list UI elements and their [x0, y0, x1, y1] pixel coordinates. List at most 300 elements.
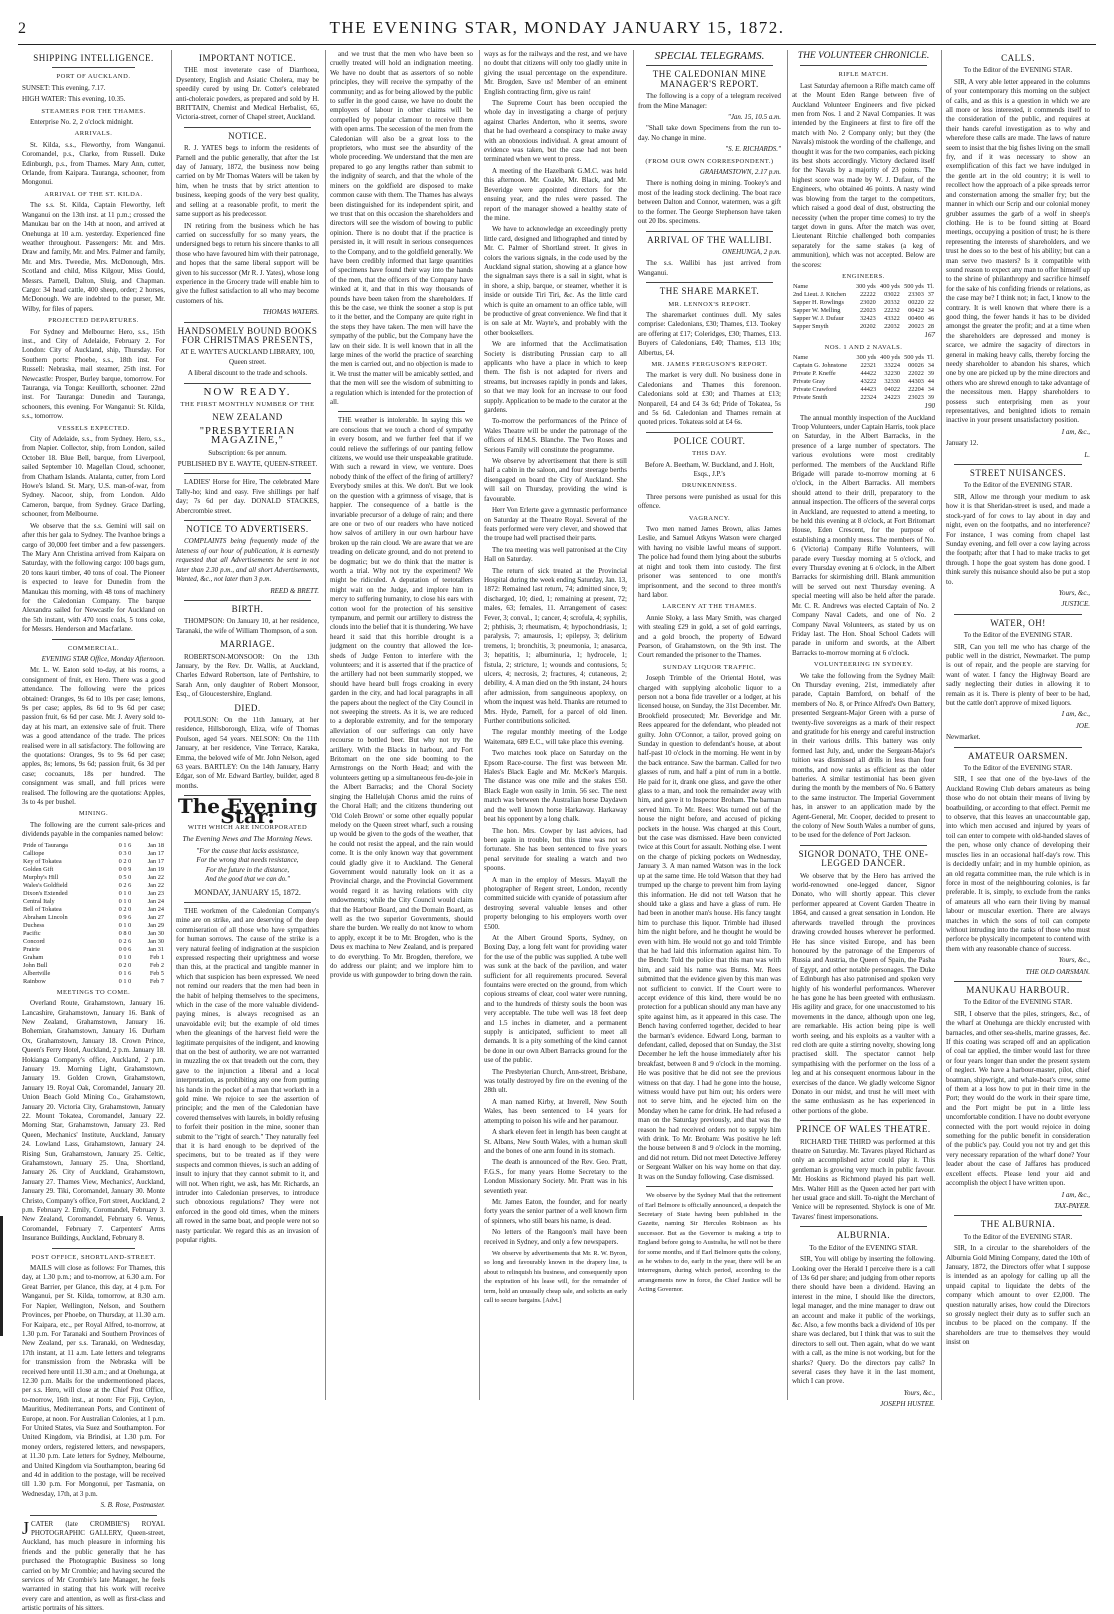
- score-value: 03022: [884, 291, 900, 299]
- acclimatisation-item: We are informed that the Acclimatisation Society is distributing Prussian carp to all applicants who have a place in which to keep them. The fish is not adapted for rivers and streams, but increases rapidly in ponds and lakes, so that we may look for an increase to our food supply. Application to be made to the curator at the gardens.: [484, 340, 628, 415]
- mining-company: Bell of Tokatea: [23, 905, 62, 913]
- postmaster-signature: S. B. Rose, Postmaster.: [100, 1501, 165, 1510]
- divider: [184, 902, 311, 903]
- page-columns: [18, 50, 1096, 1613]
- divider: [184, 127, 311, 128]
- score-value: 22023: [860, 307, 876, 315]
- street-nuisances-to: To the Editor of the EVENING STAR.: [963, 481, 1073, 490]
- score-name: Private Smith: [793, 394, 828, 402]
- larceny-heading: LARCENY AT THE THAMES.: [662, 603, 757, 611]
- rangoon-item: No letters of the Rangoon's mail have been received in Sydney, and only a few newspapers.: [484, 1228, 627, 1246]
- score-value: 34: [927, 307, 934, 315]
- flag-subtitle-1: WITH WHICH ARE INCORPORATED: [187, 824, 308, 832]
- ferguson-report-heading: MR. JAMES FERGUSON'S REPORT.: [651, 360, 768, 368]
- shark-item: A shark eleven feet in length has been caught at St. Albans, New South Wales, with a human skull and the bones of one arm found in its stomach.: [484, 1128, 627, 1155]
- mining-price: 0 0 6: [118, 945, 132, 953]
- street-nuisances-closing: Yours, &c.,: [1058, 588, 1090, 597]
- mining-row: [22, 978, 165, 986]
- mining-company: Wales's Goldfield: [23, 881, 68, 889]
- masthead: [18, 12, 1096, 45]
- prince-of-wales-theatre-heading: PRINCE OF WALES THEATRE.: [796, 1124, 931, 1135]
- water-oh-signature: JOE.: [1075, 721, 1090, 730]
- score-row: [792, 362, 935, 370]
- share-market-heading: THE SHARE MARKET.: [659, 286, 760, 297]
- pratt-item: The death is announced of the Rev. Geo. Pratt, F.G.S., for many years Home Secretary to the London Missionary Society. Mr. Pratt was in his seventieth year.: [484, 1158, 627, 1195]
- books-note: A liberal discount to the trade and schools.: [187, 369, 308, 378]
- meetings-heading: MEETINGS TO COME.: [56, 988, 131, 996]
- supreme-court-item: The Supreme Court has been occupied the whole day in investigating a charge of perjury against Charles Anderton, who it seems, swore that he had overheard a conspiracy to make away with an obnoxious individual. A great amount of evidence was taken, but the case had not been terminated when we went to press.: [484, 99, 627, 164]
- score-name: Sapper Smyth: [793, 323, 829, 331]
- score-name: Private P. Kneffe: [793, 370, 836, 378]
- marriage-heading: MARRIAGE.: [220, 639, 275, 650]
- divider: [646, 231, 773, 232]
- water-oh-text: SIR, Can you tell me who has charge of the public well in the district, Newmarket. The pump is out of repair, and the people are starving for want of water. I fancy the Highway Board are sadly neglecting their duties in allowing it to remain as it is. There is plenty of beer to be had, but the cattle don't approve of mixed liquors.: [946, 642, 1090, 707]
- mining-price: 0 2 6: [118, 937, 132, 945]
- birth-text: THOMPSON: On January 10, at her residence, Taranaki, the wife of William Thompson, of a son.: [176, 617, 319, 635]
- mining-row: [22, 970, 165, 978]
- score-header-cell: Tl.: [926, 283, 934, 291]
- alburnia-letter-signature: JOSEPH HUSTEE.: [880, 1400, 935, 1409]
- divider: [184, 520, 311, 521]
- caledonian-heading: THE CALEDONIAN MINE MANAGER'S REPORT.: [652, 69, 767, 89]
- vagrancy-heading: VAGRANCY.: [688, 514, 731, 522]
- mining-date: Jan 23: [147, 889, 164, 897]
- mining-company: Pacific: [23, 929, 41, 937]
- mining-intro: The following are the current sale-prices and dividends payable in the companies named below:: [22, 820, 165, 839]
- kirby-item: A man named Kirby, at Inverell, New South Wales, has been sentenced to 14 years for attempting to poison his wife and her paramour.: [484, 1097, 627, 1125]
- score-value: 22321: [860, 362, 877, 370]
- score-name: Sapper W. Melling: [793, 307, 841, 315]
- high-water-text: HIGH WATER: This evening, 10.35.: [22, 95, 126, 104]
- mining-table: [22, 842, 165, 986]
- calls-to: To the Editor of the EVENING STAR.: [963, 66, 1073, 75]
- arrival-st-kilda-heading: ARRIVAL OF THE ST. KILDA.: [44, 190, 143, 198]
- divider: [52, 1248, 135, 1249]
- mining-price: 0 3 0: [118, 849, 132, 857]
- port-heading: PORT OF AUCKLAND.: [56, 73, 131, 81]
- section-heading-shipping: SHIPPING INTELLIGENCE.: [33, 53, 154, 63]
- page-edge-mark: [0, 1216, 3, 1336]
- score-name: 2nd Lieut. J. Kitchen: [793, 291, 846, 299]
- score-header-cell: Tl.: [926, 354, 934, 362]
- mining-date: Jan 18: [147, 841, 164, 849]
- score-value: 00220: [908, 299, 924, 307]
- divider: [184, 322, 311, 323]
- score-value: 04022: [884, 386, 901, 394]
- score-header-cell: 400 yds: [880, 354, 901, 362]
- score-value: 32330: [884, 378, 901, 386]
- sunday-liquor-text: Joseph Trimble of the Oriental Hotel, was charged with supplying alcoholic liquor to a person not a bona fide traveller or a lodger, at his licensed house, on Sunday, the 31st December. Mr. Brookfield prosecuted; Mr. Beveridge and Mr. Rees appeared for the defendant, who pleaded not guilty. John O'Connor, a tailor, proved going on Sunday in question to defendant's house, at about half-past 10 o'clock in the morning. He went in by the back entrance. Saw the barman. Called for two glasses of rum, and half a pint of rum in a bottle. He paid for it, drank one glass, and gave the other glass to a man, and took the remainder away with him, and gave it to Inspector Broham. The barman served him. To Mr. Rees: Was turned out of the house the night before, and accused of picking pockets in the house. Was charged at this Court, but the case was dismissed. Have been convicted twice at this Court for assault. Nothing else. I went on the charge of picking pockets on Wednesday, January 3. A man named Watson was in the lock up at the same time. He told Watson that they had trumped up the charge to prevent him from laying this information. He did not tell Watson that he should take a glass and have a glass of rum. He had been in another man's house. His fancy taught him to purchase this liquor. Trimble had illused him the night before, and he thought he would be even with him. He would not go and told Trimble that he had laid this information against him. To the Bench: Told the police that this man was with him, and said his name was Burns. Mr. Rees submitted that the evidence given by this man was not sufficient to convict. If the Court were to accept evidence of this kind, there would be no protection for a publican should any man have any spite against him, as it appeared in this case. The Bench having conferred together, decided to hear the barman's evidence. Edward Long, barman to defendant, called, deposed that on Sunday, the 31st December he left the house immediately after his breakfast, between 8 and 9 o'clock in the morning. He was positive that he did not see the previous witness on that day. I had he gone into the house, witness would have put him out; his orders were not to serve him, and he ejected him on the Monday when he came for drink. He had refused a man on the Saturday previously, and that was the reason he had received orders not to supply him with drink. To Mr. Broham: Was positive he left the house between 8 and 9 o'clock in the morning, and did not return. Did not meet Detective Jefferey or Sergeant Walker on his way home on that day. It was on the Sunday following. Case dismissed.: [638, 674, 782, 1181]
- arrival-st-kilda-text: The s.s. St. Kilda, Captain Fleworthy, left Wanganui on the 13th inst. at 11 p.m.; crossed the Manukau bar on the 14th at noon, and arrived at Onehunga at 10 a.m. yesterday. Experienced fine weather throughout. Passengers: Mr. and Mrs. Draw and family, Mr. and Mrs. Palmer and family, Mr. and Mrs. Tweedie, Mrs. McDonough, Mrs. Scotland and child, Miss Kilgour, Miss Gould, Messrs. Parnell, Dalton, Sluig, and Chapman. Cargo: 34 head cattle, 400 sheep, order; 2 horses, McDonough. We are indebted to the purser, Mr. Wilby, for files of papers.: [22, 201, 165, 313]
- mining-price: 0 1 0: [118, 977, 132, 985]
- score-value: 20332: [884, 299, 900, 307]
- score-value: 22022: [908, 370, 924, 378]
- flag-subtitle-2: The Evening News and The Morning News.: [182, 834, 313, 844]
- score-header-row: [792, 283, 935, 291]
- wallibi-heading: ARRIVAL OF THE WALLIBI.: [647, 234, 772, 245]
- navals-total: 190: [924, 402, 935, 411]
- magazine-publisher: PUBLISHED BY E. WAYTE, QUEEN-STREET.: [177, 460, 318, 469]
- manukau-harbour-signature: TAX-PAYER.: [1054, 1201, 1090, 1210]
- leader-article: THE workmen of the Caledonian Company's mine are on strike, and are deserving of the deep commiseration of all those who have sympathies for human sorrows. The cause of the strike is a very natural feeling of indignation at the suspicion expressed respecting their uprightness and worse than this, at the practical and tangible manner in which that suspicion has been expressed. We need not remind our readers that the men had been in the habit of helping themselves to the specimens, which in the case of the more valuable dividend-paying mines, is always recognised as an unavoidable evil; but the example of old times when the gleanings of the harvest field were the legitimate perquisites of the indigent, and knowing that on the best of authority, we are not warranted in muzzling the ox that treadeth out the corn, they gave to the injunction a liberal and a local interpretation, as prohibiting any one from putting his hands in the pocket of a man that worketh in a gold mine. We rejoice to see the assertion of principle; and the men of the Caledonian have covered themselves with laurels, in boldly refusing to forfeit their position in the mine, sooner than submit to the "right of search." They naturally feel that it is hard enough to be deprived of the specimens, but to be treated as if they were suspects and common thieves, is such an adding of insult to injury that they cannot submit to it, and will not. When right, we ask, has Mr. Richards, an intruder into Caledonian preserves, to introduce such obnoxious regulations? They were not enforced in the good old times, when the miners all rowed in the same boat, and people were not so nasty particular. We regard this as an invasion of popular rights.: [176, 906, 319, 1245]
- street-nuisances-text: SIR, Allow me through your medium to ask how it is that Sheridan-street is used, and made a stock-yard of for cows to lay about in day and night, even on the footpaths, and no interference? For instance, I was coming from chapel last Sunday evening, and fell over a cow laying across the footpath; after that I had to make tracks to get through. I hope the goat system has done good. I think surely this nuisance should also be put a stop to.: [946, 492, 1090, 586]
- mining-row: [22, 874, 165, 882]
- theatre-patronage-item: To-morrow the performances of the Prince of Wales Theatre will be under the patronage of the officers of H.M.S. Blanche. The Two Roses and Serious Family will constitute the programme.: [484, 417, 627, 454]
- score-value: 20202: [860, 323, 876, 331]
- police-this-day: THIS DAY.: [692, 450, 727, 458]
- score-header-cell: 400 yds: [880, 283, 900, 291]
- score-value: 44422: [860, 370, 877, 378]
- score-row: [792, 370, 935, 378]
- dropcap-j: J: [22, 1517, 30, 1538]
- score-value: 43222: [860, 378, 877, 386]
- the-alburnia-text: SIR, In a circular to the shareholders of the Alburnia Gold Mining Company, dated the 10th of January, 1872, the Directors offer what I suppose is intended as an apology for calling up all the unpaid capital to liquidate the debts of the company which amount to over £2,000. The question naturally arises, how could the Directors so grossly neglect their duty as to suffer such an incubus to be placed on the company. If the shareholders are true to themselves they would insist on: [946, 1244, 1090, 1347]
- post-office-heading: POST OFFICE, SHORTLAND-STREET.: [31, 1253, 156, 1261]
- correspondent-line: (FROM OUR OWN CORRESPONDENT.): [645, 157, 774, 165]
- score-name: Sapper W. J. Dufaur: [793, 315, 844, 323]
- divider: [800, 65, 927, 66]
- engineers-score-table: [792, 283, 935, 331]
- mining-price: 0 9 6: [118, 913, 132, 921]
- magazine-title-2: "PRESBYTERIAN MAGAZINE,": [199, 425, 296, 447]
- divider: [184, 600, 311, 601]
- divider: [646, 432, 773, 433]
- caledonian-intro: The following is a copy of a telegram received from the Mine Manager:: [638, 92, 781, 110]
- score-value: 34: [927, 362, 934, 370]
- lodge-item: The regular monthly meeting of the Lodge Waitemata, 689 E.C., will take place this evening.: [484, 728, 627, 746]
- alburnia-letter-text: SIR, You will oblige by inserting the following. Looking over the Herald I perceive there is a call of 13s 6d per share; and judging from other reports there should have been a dividend. Having an interest in the mine, I should like the directors, legal manager, and the mine manager to draw out an account and make it public of the workings, &c. Also, a few months back a dividend of 10s per share was declared, but I think that was to suit the directors to sell out. Then again, what do we want with a call, as the mine is not working, but for the sharks? Query. Do the directors pay calls? In several cases they have it in the last moment, which I can prove.: [792, 1255, 935, 1386]
- engineers-label: ENGINEERS.: [842, 272, 885, 280]
- divider: [184, 383, 311, 384]
- mining-row: [22, 938, 165, 946]
- divider: [954, 464, 1082, 465]
- score-row: [792, 315, 935, 323]
- divider: [646, 282, 773, 283]
- vagrancy-text: Two men named James Brown, alias James Leslie, and Samuel Atkyns Watson were charged with having no visible lawful means of support. The police had found them lying about the suburbs at night and took them into custody. The first prisoner was sentenced to one month's imprisonment, and the second to three month's hard labor.: [638, 525, 781, 599]
- manukau-harbour-closing: I am, &c.,: [1061, 1190, 1090, 1199]
- crombie-advert: JCATER (late CROMBIE'S) ROYAL PHOTOGRAPHIC GALLERY, Queen-street, Auckland, has much pleasure in informing his friends and the public generally that he has purchased the Photographic Business so long carried on by Mr Crombie; and having secured the services of Mr Crombie's late Manager, he feels warranted in stating that his work will receive every care and attention, as well as first-class and artistic portraits of his sitters.: [22, 1517, 165, 1613]
- alburnia-letter-to: To the Editor of the EVENING STAR.: [809, 1243, 918, 1252]
- score-row: [792, 307, 935, 315]
- score-header-cell: Name: [793, 283, 809, 291]
- score-value: 23023: [908, 394, 924, 402]
- mining-company: Rainbow: [23, 977, 46, 985]
- shipping-notes: We observe that the s.s. Gemini will sail on after this her gala to Sydney. The Ivanhoe brings a cargo of 30,000 feet timber and a few passengers. The Mary Ann Christina arrived from Kaipara on Saturday, with the following cargo: 100 bags gum, 20 tons kauri timber, 40 tons of coal. The Pioneer is expected to leave for Dunedin from the Manukau this morning, with 48 tons of machinery for the Caledonian Company. The barque Alexandra sailed for Newcastle for Auckland on the 5th instant, with 470 tons coals, 5 tons coke, for Messrs. Henderson and Macfarlane.: [22, 521, 165, 634]
- score-value: 39: [927, 370, 934, 378]
- police-court-heading: POLICE COURT.: [673, 435, 746, 446]
- score-header-row: [792, 354, 935, 362]
- steamers-heading: STEAMERS FOR THE THAMES.: [41, 107, 146, 115]
- score-value: 22232: [884, 307, 900, 315]
- divider: [52, 639, 135, 640]
- important-notice-heading: IMPORTANT NOTICE.: [198, 53, 297, 63]
- mining-date: Jan 30: [147, 929, 164, 937]
- drunkenness-heading: DRUNKENNESS.: [681, 482, 738, 490]
- score-header-cell: 500 yds: [904, 283, 924, 291]
- score-value: 23020: [860, 299, 876, 307]
- score-value: 20023: [908, 323, 924, 331]
- weather-continued: ways as for the railways and the rest, and we have no doubt that citizens will only too gladly unite in giving the usual percentage on the expenditure. Mr. Brogden, Save us! Member of an eminent English contracting firm, give us rain!: [484, 50, 627, 96]
- water-oh-heading: WATER, OH!: [990, 617, 1046, 628]
- calls-signature: L.: [1084, 450, 1090, 459]
- motto-verse: "For the cause that lacks assistance, For the wrong that needs resistance, For the future in the distance, And the good that we can do.": [196, 846, 299, 884]
- mining-price: 0 2 0: [118, 905, 132, 913]
- mining-company: Murphy's Hill: [23, 873, 59, 881]
- divider: [646, 1186, 773, 1187]
- street-nuisances-heading: STREET NUISANCES.: [969, 468, 1067, 479]
- photographer-item: A man in the employ of Messrs. Mayall the photographer of Regent street, London, recently committed suicide with cyanide of potassium after destroying several valuable lenses and other property belonging to his employers worth over £500.: [484, 875, 627, 931]
- mining-date: Jan 24: [147, 905, 164, 913]
- grahamstown-dateline: GRAHAMSTOWN, 2.17 p.m.: [699, 168, 781, 177]
- mining-price: 0 2 0: [118, 857, 132, 865]
- mining-date: Jan 31: [147, 945, 164, 953]
- mining-date: Jan 27: [147, 913, 164, 921]
- mining-row: [22, 882, 165, 890]
- waters-signature: THOMAS WATERS.: [262, 308, 319, 317]
- mining-date: Jan 19: [147, 865, 164, 873]
- score-row: [792, 291, 935, 299]
- mining-row: [22, 858, 165, 866]
- score-row: [792, 394, 935, 402]
- signal-card-item: We have to acknowledge an exceedingly pretty little card, designed and lithographed and tinted by Mr. C. Palmer of Shortland street. It gives in colors the various signals, in the code used by the Auckland signal station, showing at a glance how the signalman says there is a sail in sight, what is in shore, a ship, barque, or steamer, whether it is inside or outside Tiri Tiri, &c. As the little card which is quite an ornament to an office table, will be productive of great convenience. We find that it is on sale at Mr. Wayte's, and probably with the other booksellers.: [484, 225, 627, 337]
- issue-dateline: MONDAY, JANUARY 15, 1872.: [194, 888, 301, 898]
- mining-price: 0 0 9: [118, 865, 132, 873]
- score-value: 39: [927, 394, 934, 402]
- advertisers-signature: REED & BRETT.: [270, 586, 319, 595]
- larceny-text: Annie Sloky, a lass Mary Smith, was charged with stealing £29 in gold, a set of gold earrings, and a gold brooch, the property of Edward Pearson, of Grahamstown, on the 9th inst. The Court remanded the prisoner to the Thames.: [638, 613, 781, 660]
- mining-company: John Bull: [23, 961, 48, 969]
- score-name: Sapper H. Rowlings: [793, 299, 844, 307]
- departures-text: For Sydney and Melbourne: Hero, s.s., 15th inst., and City of Adelaide, February 2. For London: City of Auckland, ship, Thursday. For Southern ports: Phoebe, s.s., 18th inst. For Russell: Nebraska, mail steamer, 25th inst. For Newcastle: Prosper, Burley barque, tomorrow. For Tauranga, via Tonga: Keuillorth, schooner. 22nd inst. For Tauranga: Dunedin and Tauranga, schooners, this evening. For Wanganui: St. Kilda, s.s., tomorrow.: [22, 327, 165, 421]
- volunteer-news-text: The annual monthly inspection of the Auckland Troop Volunteers, under Captain Harris, took place on Saturday, in the Albert Barracks, in the presence of a large number of spectators. The various evolutions were most creditably performed. The members of the Auckland Rifle Brigade will parade to-morrow morning at 6 o'clock, in the Albert Barracks. All members should attend to their drill, preparatory to the annual inspection. The officers of the several corps in Auckland, are requested to attend a meeting, to be held this evening at 8 o'clock, at Fort Britomart House, Eden Crescent, for the purpose of establishing a monthly mess. The members of No. 6 (Victoria) Company Rifle Volunteers, will parade every Tuesday morning at 5 o'clock, and every Thursday evening at 6 o'clock, in the Albert Barracks for skirmishing drill. Blank ammunition will be served out next Thursday evening. A special meeting will also be held after the parade. Mr. C. R. Andrews was elected Captain of No. 2 Company Naval Cadets, and one of No. 2 Company Naval Volunteers, as stated by us on Friday last. The Hon. Shoal School Cadets will parade in uniform and swords, at the Albert Barracks to-morrow morning at 6 o'clock.: [792, 413, 935, 657]
- mining-date: Feb 5: [149, 969, 164, 977]
- ladies-horse-advert: LADIES' Horse for Hire, The celebrated Mare Tally-ho; kind and easy. Five shillings per half day; 7s 6d per day. DONALD STACKES, Abercrombie street.: [176, 478, 319, 515]
- divider: [954, 614, 1082, 615]
- mining-date: Jan 22: [147, 873, 164, 881]
- column-volunteer: [788, 50, 942, 1409]
- mining-row: [22, 962, 165, 970]
- lennox-report-heading: MR. LENNOX'S REPORT.: [668, 300, 751, 308]
- books-text: AT E. WAYTE'S AUCKLAND LIBRARY, 100, Queen street.: [180, 348, 315, 366]
- sunset-text: SUNSET: This evening, 7.17.: [22, 83, 106, 92]
- score-value: 32423: [860, 315, 876, 323]
- post-office-text: MAILS will close as follows: For Thames, this day, at 1.30 p.m.; and to-morrow, at 6.30 a.m. For Great Barrier, per Glance, this day, at 4 p.m. For Wanganui, per St. Kilda, tomorrow, at 8.30 a.m. For Napier, Wellington, Nelson, and Southern Provinces, per Phoebe, on Thursday, at 11.30 a.m. For Kaipara, etc., per Royal Alfred, to-morrow, at 1.30 p.m. For Taranaki and Southern Provinces of New Zealand, per s.s. Taranaki, on Wednesday, 17th instant, at 11 a.m. Late letters and telegrams for transmission from the Nebraska will be received here until 11.30 a.m.; and at Onehunga, at 12.30 p.m. Mails for the undermentioned places, per s.s. Hero, will close at the Chief Post Office, to-morrow, 16th inst., at noon: For Fiji, Ceylon, Mauritius, Mediterranean Ports, and Continent of Europe, at noon. For Australian Colonies, at 1 p.m. For United States, via Suez and Southampton. For United Kingdom, via Brindisi, at 1.30 p.m. For money orders, registered letters, and newspapers, at 11.30 p.m. Late letters for Sydney, Melbourne, and United Kingdom via Southampton, bearing 6d and 4d in addition to the postage, will be received till 1.30 p.m. For Mongonui, per Tasmania, on Wednesday, 17th, at 3 p.m.: [22, 1264, 165, 1498]
- divider: [800, 1120, 927, 1121]
- gymnastic-item: Herr Von Erlerte gave a gymnastic performance on Saturday at the Theatre Royal. Several of the feats performed were very clever, and showed that the troupe had well practised their parts.: [484, 506, 627, 543]
- column-letters: [942, 50, 1096, 1400]
- column-shipping: [18, 50, 172, 1613]
- page-number: 2: [18, 20, 26, 37]
- score-row: [792, 299, 935, 307]
- marriage-text: ROBERTSON-MONSOOR: On the 13th January, by the Rev. Dr. Wallis, at Auckland, Charles Edward Robertson, late of Perthshire, to Sarah Ann, only daughter of Robert Monsoor, Esq., of Gloucestershire, England.: [176, 652, 319, 699]
- meetings-text: Overland Route, Grahamstown, January 16. Lancashire, Grahamstown, January 16. Bank of New Zealand, Grahamstown, January 16. Bohemian, Grahamstown, January 16. Durham Ox, Grahamstown, January 18. Crown Prince, Queen's Ferry Hotel, Auckland, 2 p.m. January 18. Hokianga Company's office, Auckland, 2 p.m. January 19. Morning Light, Grahamstown, January 19. Golden Crown, Grahamstown, January 19. Royal Oak, Coromandel, January 20. Union Beach Gold Mining Co., Grahamstown, January 20. Victoria City, Grahamstown, January 22. Mount Tokatea, Coromandel, January 22. Morning Star, Grahamstown, January 23. Red Queen, Mechanics' Institute, Auckland, January 24. Lowland Lass, Grahamstown, January 24. Rising Sun, Grahamstown, January 25. Celtic, Grahamstown, January 25. Una, Shortland, January 26. City of Auckland, Grahamstown, January 27. Thames View, Mechanics', Auckland, January 29. Tiki, Coromandel, January 30. Monte Christo, Company's office, Fort street, Auckland, 2 p.m. February 2. Emily, Coromandel, February 3. New Zealand, Coromandel, February 6. Venus, Coromandel, February 7. Carpenters' Arms Insurance Buildings, Auckland, February 8.: [22, 999, 165, 1243]
- newspaper-title: THE EVENING STAR, MONDAY JANUARY 15, 1872.: [329, 18, 785, 37]
- column-local-news: [480, 50, 634, 1400]
- signor-donato-heading: SIGNOR DONATO, THE ONE-LEGGED DANCER.: [798, 848, 929, 869]
- mining-date: Jan 17: [147, 849, 164, 857]
- tea-meeting-item: The tea meeting was well patronised at the City Hall on Saturday.: [484, 545, 627, 564]
- mining-date: Feb 7: [149, 977, 164, 985]
- divider: [800, 845, 927, 846]
- score-header-cell: 300 yds: [855, 283, 876, 291]
- weather-article: THE weather is intolerable. In saying this we are conscious that we touch a chord of sympathy in every bosom, and we further feel that if we could relieve the sufferings of our panting fellow citizens, we would use their unspeakable gratitude. With such a reward in view, we venture. Does nobody think of the effect of the firing of artillery? Everybody smiles at this. We don't. But we look on the question with a grimness of visage, that is happier. The consequence of a battle is the invariable precursor of a deluge of rain; and there are one or two of our readers who have noticed how salvos of artillery in our own harbour have broken up the rain cloud. We are aware that we are treading on delicate ground, and do not pretend to be dogmatic; but we do think that the matter is worth a trial. Why not try the experiment? We might be ridiculed. A deputation of teetotallers might wait on the Judge, and implore him in mercy to suffering humanity, to close his ears with cotton wool for the protection of his sensitive tympanum, and permit our artillery to distress the clouds into the belief that it is thundering. We have heard it said that this horrible drought is a judgment on the country that allowed the Ice-sheds of Judge Fenton to interfere with the volunteers; and it is asserted that if the practice of the artillery had not been summarily stopped, we should have heard bull frogs croaking in every garden in the city, and had local paragraphs in all the papers about the neglect of the City Council in not sweeping the streets. As it is, we are reduced to a deplorable extremity, and for the temporary alleviation of our sufferings can only have recourse to bottled beer. But why not try the artillery. With the Blacks in harbour, and Fort Britomart on the one side booming to the Armstrongs on the North Head; and with the volunteers getting up a simultaneous feu-de-joie in the Albert Barracks; and the Choral Society singing the Hallelujah Chorus amid the ruins of the Choral Hall; and the citizens thundering out 'Old Coleh Brown' or some other equally popular melody on the Queen street wharf, such a rousing up would be given to the gods of the weather, that he could not resist the appeal, and the rain would come. It is the only known way that government could gladly give it to Auckland. The General Government would naturally look on it as a Provincial charge, and the Provincial Government would regard it as having relations with city endowments; while the City Council would claim that the Harbour Board, and the Domain Board, as well as the two superior Governments, should share the burden. We really do not know to whom to apply, except it be to Mr. Brogden, who is the Deus ex machina to New Zealand, and is prepared to do everything. To Mr. Brogden, therefore, we do address our plaint; and we implore him to provide us with gunpowder to bring down the rain.: [330, 416, 473, 980]
- magazine-price: Subscription: 6s per annum.: [208, 448, 287, 457]
- calls-heading: CALLS.: [1001, 53, 1035, 63]
- score-value: 22222: [860, 291, 876, 299]
- hazelbank-item: A meeting of the Hazelbank G.M.C. was held this afternoon. Mr. Coakle, Mr. Black, and Mr. Beveridge were appointed directors for the ensuing year, and the rules were passed. The report of the manager showed a healthy state of the mine.: [484, 166, 627, 222]
- cowper-item: The hon. Mrs. Cowper by last advices, had been again in trouble, but this time was not so fortunate. She has been sentenced to five years penal servitude for stealing a watch and two spoons.: [484, 826, 627, 873]
- mining-date: Feb 2: [149, 961, 164, 969]
- divider: [52, 67, 135, 68]
- manukau-harbour-heading: MANUKAU HARBOUR.: [966, 984, 1070, 995]
- drunkenness-text: Three persons were punished as usual for this offence.: [638, 492, 781, 511]
- commercial-sub: EVENING STAR Office, Monday Afternoon.: [41, 654, 165, 663]
- mining-row: [22, 922, 165, 930]
- mining-price: 0 2 0: [118, 961, 132, 969]
- score-name: Private Gray: [793, 378, 825, 386]
- wallibi-text: The s.s. Wallibi has just arrived from Wanganui.: [638, 259, 781, 277]
- score-value: 32230: [884, 370, 901, 378]
- mining-price: 0 2 6: [118, 881, 132, 889]
- amateur-oarsmen-heading: AMATEUR OARSMEN.: [967, 750, 1068, 761]
- mining-row: [22, 930, 165, 938]
- divider: [338, 411, 465, 412]
- rifle-match-heading: RIFLE MATCH.: [838, 71, 889, 79]
- score-value: 24223: [884, 394, 901, 402]
- mining-price: 0 1 0: [118, 953, 132, 961]
- caledonian-date: "Jan. 15, 10.5 a.m.: [727, 113, 781, 122]
- mining-company: Concord: [23, 937, 45, 945]
- mining-price: 0 1 0: [118, 897, 132, 905]
- divider: [646, 65, 773, 66]
- column-leader-cont: [326, 50, 480, 1400]
- arrivals-heading: ARRIVALS.: [74, 130, 113, 138]
- score-value: 44303: [908, 378, 924, 386]
- score-row: [792, 323, 935, 331]
- score-value: 43322: [884, 315, 900, 323]
- column-telegrams: [634, 50, 788, 1400]
- calls-date: January 12.: [946, 439, 979, 448]
- arrivals-text: St. Kilda, s.s., Fleworthy, from Wanganui. Coromandel, p.s., Clarke, from Russell. Duke Edinburgh, p.s., from Thames. Mary Ann, cutter, Orlande, from Kaipara. Tauranga, schooner, from Mongonui.: [22, 140, 165, 187]
- amateur-oarsmen-signature: THE OLD OARSMAN.: [1025, 967, 1090, 976]
- score-header-cell: 300 yds: [856, 354, 877, 362]
- score-value: 00422: [908, 307, 924, 315]
- eaton-item: Mr. James Eaton, the founder, and for nearly forty years the senior partner of a well known firm of spinners, who still bears his name, is dead.: [484, 1197, 627, 1225]
- now-ready-sub: THE FIRST MONTHLY NUMBER OF THE: [180, 401, 315, 408]
- died-heading: DIED.: [234, 702, 261, 713]
- died-text: POULSON: On the 11th January, at her residence, Hillsborough, Eliza, wife of Thomas Poulson, aged 54 years. NELSON: On the 11th January, at her residence, Vine Terrace, Karaka, Emma, the beloved wife of Mr. John Nelson, aged 63 years. BARTLEY: On the 14th January, Harry Edgar, son of Mr. Edward Bartley, builder, aged 8 months.: [176, 715, 319, 790]
- mining-company: Abraham Lincoln: [23, 913, 68, 921]
- mining-price: 0 1 0: [118, 921, 132, 929]
- commercial-heading: COMMERCIAL.: [67, 644, 120, 652]
- signor-donato-text: We observe that by the Hero has arrived the world-renowned one-legged dancer, Signor Donato, who will shortly appear. This clever performer appeared at Covent Garden Theatre in 1864, and caused a great sensation in London. He afterwards travelled through the provinces drawing crowded houses wherever he performed. He has since visited Europe, and has been honoured by the patronage of the Emperors of Russia and Austria, the Queen of Spain, the Pasha of Egypt, and other notable personages. The Duke of Edinburgh has also patronised and spoken very highly of his wonderful performances. Wherever he has gone he has been greeted with enthusiasm. His agility and grace, for one unaccustomed to his movements in the dance, although upon one leg, are remarkable. His action being pipe is well worth seeing, and his exploits as a vaulter with a red cloth are quite a stirring novelty, showing long practised skill. The spectator cannot help sympathising with the performer on the loss of a leg and at his consequent enormous labour in the exercises of the dance. We gladly welcome Signor Donato in our midst, and trust he will meet with the same enthusiasm as he has experienced in other portions of the globe.: [792, 871, 935, 1115]
- mining-row: [22, 890, 165, 898]
- score-value: 22204: [908, 386, 924, 394]
- mining-row: [22, 898, 165, 906]
- sydney-volunteering-text: We take the following from the Sydney Mail: On Thursday evening, 21st, immediately after parade, Captain Bamford, on behalf of the members of No. 8, or Prince Alfred's Own Battery, presented Sergeant-Major Green with a purse of twenty-five sovereigns as a mark of their respect and gratitude for his energy and careful instruction in their various drills. This battery was only formed last July, and, under the Sergeant-Major's tuition was dismissed all drills in less than four months, and now ranks as efficient as the older batteries. A similar testimonial has been given during the month by the members of No. 6 Battery to the same instructor. The Imperial Government has, in answer to an application made by the Agent-General, Mr. Cooper, decided to present to the colony of New South Wales a number of guns, to be used for the defence of Port Jackson.: [792, 671, 935, 840]
- amateur-oarsmen-text: SIR, I see that one of the bye-laws of the Auckland Rowing Club debars amateurs as being those who do not obtain their means of living by boatbuilding, or according to that effect. Permit me to observe, that this leaves an unaccountable gap, into which men accused and injured by years of toil can enter to compete with old-handed slaves of the pen, whose only chance of developing their muscles lies in an occasional half-day's row. This is decidedly unfair; and in my humble opinion, as an old regatta committee man, the rule which is in force in most of the neighbouring colonies, is far preferable. It is, simply, to exclude from the ranks of amateurs all who earn their living by manual labour or muscular exertion. There are always matches in which the sons of toil can compete without intruding into the ranks of those who must perforce be physically incompetent to contend with them with any reasonable chance of success.: [946, 775, 1090, 953]
- sunday-liquor-heading: SUNDAY LIQUOR TRAFFIC.: [662, 663, 757, 671]
- mining-company: Dixon's Extended: [23, 889, 68, 897]
- sydney-sports-item: At the Albert Ground Sports, Sydney, on Boxing Day, a long felt want for providing water for the use of the public was supplied. A tube well was sunk at the back of the pavilion, and water sufficient for all requirements procured. Several fountains were erected on the ground, from which copious streams of clear, cool water were running, and to the hundreds of thirsty souls the boon was very acceptable. The tube well was 18 feet deep and 1.5 inches in diameter, and a permanent supply is anticipated, sufficient to meet all demands. It is a pity something of the kind cannot be done in our own Albert Barracks ground for the use of the public.: [484, 933, 627, 1065]
- mining-price: 0 5 0: [118, 873, 132, 881]
- amateur-oarsmen-to: To the Editor of the EVENING STAR.: [963, 764, 1073, 773]
- departures-heading: PROJECTED DEPARTURES.: [48, 317, 139, 325]
- manukau-harbour-text: SIR, I observe that the piles, stringers, &c., of the wharf at Onehunga are thickly encrusted with barnacles, and other sea-shells, marine grasses, &c. If this coating was scraped off and an application of coal tar applied, the timber would last for three or four years longer than under the present system of neglect. We have a harbour-master, pilot, chief boatman, shipwright, and whale-boat's crew, some of them at a loss how to put in their time in the Port; they would do the work in their spare time, and the Port might be put in a little less uncomfortable condition. I have no doubt everyone connected with the port would rejoice in doing something for the public benefit in consideration of the public's pay. Could you not try and get this very necessary reparation of the wharf done? Your leader about the case of Jaffares has produced excellent effects. Please lend your aid and accomplish the object I have written upon.: [946, 1009, 1090, 1188]
- mining-company: Calliope: [23, 849, 45, 857]
- mining-row: [22, 906, 165, 914]
- ferguson-report-text: The market is very dull. No business done in Caledonians and Thames this forenoon. Caledonians sold at £30; and Thames at £13; Nonpareil, £4 and £4 3s 6d; Pride of Tokatea, 5s and 5s 6d. Caledonian and Thames remain at quoted prices. Tokateas sold at £4 6s.: [638, 371, 781, 427]
- score-value: 34: [927, 386, 934, 394]
- yates-notice-text: R. J. YATES begs to inform the residents of Parnell and the public generally, that after the 1st day of January, 1872, the business now being carried on by Mr Thomas Waters will be taken by him, when he trusts that by strict attention to business, keeping goods of the very best quality, and selling at a reasonable profit, to merit the same support as his predecessor.: [176, 144, 319, 219]
- mining-row: [22, 842, 165, 850]
- mining-row: [22, 914, 165, 922]
- prince-of-wales-theatre-text: RICHARD THE THIRD was performed at this theatre on Saturday. Mr. Tavares played Richard as only an accomplished actor could play it. This gentleman is growing very much in public favour. Mr. Hoskins as Richmond played his part well. Mrs. Walter Hill as the Queen acted her part with her usual grace and skill. To-night the Merchant of Venice will be represented. Shylock is one of Mr. Tavares' finest impersonations.: [792, 1137, 935, 1221]
- mining-date: Jan 30: [147, 937, 164, 945]
- mining-company: Albertville: [23, 969, 51, 977]
- expected-text: City of Adelaide, s.s., from Sydney. Hero, s.s., from Napier. Collector, ship, from London, sailed October 18. Blue Bell, barque, from Liverpool, sailed September 10. Magellan Cloud, schooner, from Chatham Islands. Atalanta, cutter, from Lord Howe's Island. St. Mary, U.S. man-of-war, from Sydney. Nacoor, ship, from London. Aldo Cameron, barque, from Sydney. Grace Darling, schooner, from Melbourne.: [22, 435, 165, 519]
- divider: [954, 1215, 1082, 1216]
- mining-price: 0 8 0: [118, 929, 132, 937]
- score-name: Captain G. Johnstone: [793, 362, 848, 370]
- volunteer-chronicle-heading: THE VOLUNTEER CHRONICLE.: [797, 51, 930, 61]
- mining-price: 0 1 0: [118, 889, 132, 897]
- the-alburnia-heading: THE ALBURNIA.: [980, 1219, 1056, 1230]
- sydney-volunteering-heading: VOLUNTEERING IN SYDNEY.: [813, 661, 914, 669]
- epsom-races-item: Two matches took place on Saturday on the Epsom Race-course. The first was between Mr. Hales's Black Eagle and Mr. McKee's Marquis. The distance was one mile and the stakes £50. Black Eagle won easily in 1min. 56 sec. The next match was between the Australian horse Daydawn and the well known horse Harkaway. Harkaway beat his opponent by a long chalk.: [484, 749, 627, 824]
- lennox-report-text: The sharemarket continues dull. My sales comprise: Caledonians, £30; Thames, £13. Tookey are offering at £17; Coleridges, £30; Thames, £13. Buyers of Caledonians, £40; Thames, £13 10s; Albertus, £4.: [638, 310, 781, 357]
- the-alburnia-to: To the Editor of the EVENING STAR.: [963, 1232, 1073, 1241]
- divider: [800, 1226, 927, 1227]
- mining-company: Pride of Tauranga: [23, 841, 68, 849]
- calls-text: SIR, A very able letter appeared in the columns of your contemporary this morning on the subject of calls, and as this is a question in which we are all more or less interested, it commends itself to the consideration of the public, and requires at their hands careful investigation as to why and wherefore these calls are made. The laws of nature seem to insist that the big fishes living on the small fry, and if it was necessary to show an exemplification of this fact we have indulged in the gentle art in the old country; it is well to recollect how the approach of a pike spreads terror and consternation among the smaller fry; but the manner in which our Scrip and our colonial money grubber assumes the garb of a wolf in sheep's clothing. He is to be found sitting at Board meetings, occupying a position of trust; he is there representing the interests of shareholders, and we trust he does so to the best of his ability; but can a man serve two masters? Is it compatible with sound reason to expect any man to offer himself up to the shrine of philanthropy and sacrifice himself for the sake of his confiding friends or relations, as the case may be? I think not; in fact, I know to the contrary. It is well known that where there is a good thing, the fewer hands it has to be divided amongst the greater the profit; and at a time when the shareholders are depressed and money is scarce, we admire the sagacity of directors in general in making heavy calls, thereby forcing the needy shareholder to abandon his shares, which one by one are picked up by the mine directors and others who are shrewd enough to take advantage of the necessitous men. Happy shareholders to possess such enterprising men as your representatives, and benighted idiots to remain inactive in your present unsatisfactory position.: [946, 77, 1090, 425]
- mining-heading: MINING.: [78, 810, 109, 818]
- hospital-item: The return of sick treated at the Provincial Hospital during the week ending Saturday, Jan. 13, 1872: Remained last return, 74; admitted since, 9; discharged, 10; died, 1; remaining at present, 72; males, 63; females, 11. Arrangement of cases: Fever, 3; conval., 1; cancer, 4; scrofula, 4; syphilis, 2; phthisis, 3; rheumatism, 4; hypochondriasis, 1; paralysis, 7; amaurosis, 1; epilepsy, 3; delirium tremens, 1; bronchitis, 3; pneumonia, 1; anasarca, 3; hepatitis, 1; albuminuria, 1; hydrocele, 1; fistula, 2; stricture, 1; wounds and contusions, 5; ulcers, 4; necrosis, 2; fractures, 4; cutaneous, 2; debility, 4. A man died on the 9th instant, 24 hours after admission, from sanguineous apoplexy, on whom the inquest was held. Thanks are returned to Mrs. Hyde, Parnell, for a parcel of old linen. Further contributions solicited.: [484, 566, 627, 726]
- water-oh-place: Newmarket.: [946, 733, 981, 742]
- mining-company: Golden Gift: [23, 865, 54, 873]
- score-value: 23303: [908, 291, 924, 299]
- mining-company: Key of Tokatea: [23, 857, 62, 865]
- score-value: 44: [927, 378, 934, 386]
- advertisers-heading: NOTICE TO ADVERTISERS.: [186, 524, 309, 535]
- mining-price: 0 1 6: [118, 969, 132, 977]
- divider: [184, 473, 311, 474]
- rifle-match-text: Last Saturday afternoon a Rifle match came off at the Mount Eden Range between five of Auckland Volunteer Engineers and five picked men from Nos. 1 and 2 Naval Companies. It was intended by the Engineers at first to fire off the match with No. 2 Company only; but they (the Navals) mistook the wording of the challenge, and thought it was for the two companies, each picking its best shots accordingly. Victory declared itself for the Navals by a majority of 23 points. The highest score was made by W. J. Dufaur, of the Engineers, who obtained 46 points. A nasty wind was blowing from the target to the competitors, which raised a good deal of dust, obstructing the necessity (when the proper time comes) to try the target down in guns. After the match was over, Lieutenant Ritchie challenged both companies separately for the same stakes (a keg of ammunition), which was not accepted. Below are the scores:: [792, 81, 935, 269]
- score-header-cell: Name: [793, 354, 809, 362]
- church-fire-item: The Presbyterian Church, Ann-street, Brisbane, was totally destroyed by fire on the evening of the 28th ult.: [484, 1067, 627, 1095]
- caledonian-text: "Shall take down Specimens from the run to-day. No change in mine.: [638, 124, 781, 142]
- mining-price: 0 1 6: [118, 841, 132, 849]
- mining-date: Jan 29: [147, 921, 164, 929]
- magazine-title-1: NEW ZEALAND: [212, 412, 283, 423]
- divider: [954, 981, 1082, 982]
- commercial-text: Mr. L. W. Eaton sold to-day, at his rooms, a consignment of fruit, ex Hero. There was a good attendance. The following were the prices obtained: Oranges, 9s 6d to 10s per case; lemons, 9s per case; apples, 8s 6d to 9s 6d per case; passion fruit, 6s 6d per case. Mr. J. Avery sold to-day at his mart, an extensive sale of fruit. There was a good attendance of the trade. The prices realised were in all satisfactory. The following are the quotations: Oranges, 9s to 9s 6d per case; apples, 8s; lemons, 9s 6d; passion fruit, 6s 3d per case; cocoanuts, 18s per hundred. The consignment was small, and full prices were realised. The following are the quotations: Apples, 3s to 4s per bushel.: [22, 666, 165, 807]
- mining-row: [22, 946, 165, 954]
- water-oh-to: To the Editor of the EVENING STAR.: [963, 631, 1073, 640]
- score-value: 46: [927, 315, 934, 323]
- waters-notice-text: IN retiring from the business which he has carried on successfully for so many years, the undersigned begs to return his sincere thanks to all those who have favoured him with their patronage, and hopes that the same liberal support will be given to his successor (Mr R. J. Yates), whose long experience in the Grocery trade will enable him to give the fullest satisfaction to all who may become customers of his.: [176, 221, 319, 305]
- wallibi-dateline: ONEHUNGA, 2 p.m.: [722, 247, 781, 256]
- mining-company: Central Italy: [23, 897, 55, 905]
- leader-continued: and we trust that the men who have been so cruelly treated will hold an indignation meeting. We have no doubt that as assertors of so noble principles, they will receive the sympathy of the community; and as for being allowed by the public to suffer in the good cause, we have no doubt the employers of labour in other claims will be compelled by popular clamour to receive them with open arms. The secession of the men from the Caledonian will also be a great loss to the proprietors, who must see the absurdity of the whole proceeding. We understand that the men are prepared to go any lengths rather than submit to the indignity of search, and that the whole of the miners on the goldfield are disposed to make common cause with them. The Thames has always been distinguished for its independent spirit, and we trust that on this occasion the shareholders and directors will see the wisdom of bowing to public opinion. There is no doubt that if the practice is persisted in, it will result in serious consequences to the Company, and to the goldfield generally. We have been credibly informed that large quantities of specimens have found their way into the hands of the men, that the officers of the Company have winked at it, and that in this way thousands of pounds have been taken from the shareholders. If this be the case, we think the sooner a stop is put to it the better, and the Company are quite right in the steps they have taken. The men will have the sympathy of the public, but the Company have the law on their side. It is well known that in all the large mines of the world the practice of searching the men is carried out, and no objection is made to it. We trust the matter will be amicably settled, and that the men will see the wisdom of submitting to a regulation which is intended for the protection of all.: [330, 50, 473, 407]
- mining-row: [22, 850, 165, 858]
- now-ready-heading: NOW READY.: [203, 385, 292, 398]
- navals-score-table: [792, 354, 935, 402]
- mining-company: Prairie: [23, 945, 40, 953]
- score-value: 00026: [908, 362, 924, 370]
- score-value: 37: [927, 291, 934, 299]
- important-notice-text: THE most inveterate case of Diarrhoea, Dysentery, English and Asiatic Cholera, may be speedily cured by using Dr. Cotter's celebrated anti-choleraic powders, as prepared and sold by H. BRITTAIN, Chemist and Medical Herbalist, 65, Victoria-street, corner of Chapel street, Auckland.: [176, 66, 319, 122]
